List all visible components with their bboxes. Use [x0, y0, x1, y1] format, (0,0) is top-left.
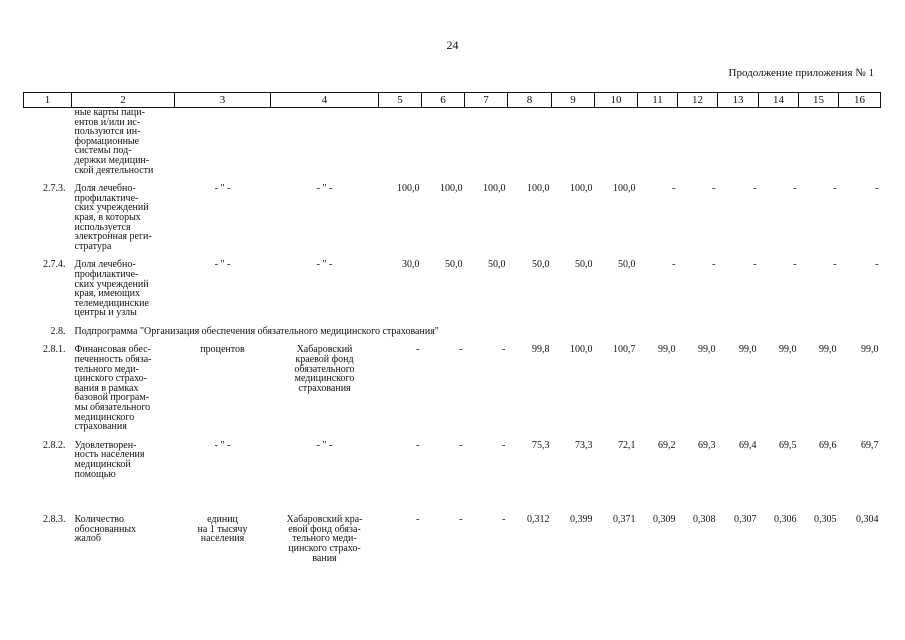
section-number: 2.8.	[50, 325, 66, 337]
cell-responsible	[271, 441, 379, 479]
cell-empty	[379, 108, 422, 176]
cell-line: страхования	[298, 382, 351, 394]
cell-line: страхования	[74, 421, 127, 433]
cell-value: 50,0	[618, 259, 636, 271]
cell-unit	[175, 184, 271, 251]
cell-value: -	[793, 183, 797, 195]
cell-empty	[175, 108, 271, 176]
cell-value: 99,8	[532, 344, 550, 356]
cell-value: -	[416, 439, 420, 451]
cell-name	[72, 184, 175, 251]
cell-line: жалоб	[74, 533, 102, 545]
section-title: Подпрограмма "Организация обеспечения обязательного медицинского страхования"	[74, 325, 439, 337]
header-cell: 6	[422, 93, 465, 108]
cell-empty	[678, 108, 718, 176]
cell-line: медицинской	[74, 459, 131, 470]
cell-value: 99,0	[819, 344, 837, 356]
cell-name	[72, 108, 175, 176]
cell-line: тельного меди-	[292, 533, 357, 545]
cell-num: 2.7.4.	[43, 259, 66, 271]
cell-name	[72, 515, 175, 563]
cell-value: 69,2	[658, 439, 676, 451]
cell-line: - " -	[316, 439, 333, 451]
cell-line: ентов и/или ис-	[74, 116, 141, 128]
cell-line: центры и узлы	[74, 307, 137, 319]
cell-value: 50,0	[445, 259, 463, 271]
cell-empty	[839, 108, 881, 176]
cell-value: -	[712, 183, 716, 195]
header-cell: 1	[24, 93, 72, 108]
cell-line: профилактиче-	[74, 268, 139, 280]
cell-unit	[175, 441, 271, 479]
header-cell: 4	[271, 93, 379, 108]
cell-value: -	[753, 259, 757, 271]
cell-value: 69,7	[861, 439, 879, 451]
cell-value: -	[712, 259, 716, 271]
cell-line: единиц	[207, 514, 238, 526]
cell-value: -	[502, 514, 506, 526]
carryover-row	[24, 108, 881, 176]
cell-value: 50,0	[532, 259, 550, 271]
spacer-cell	[24, 488, 881, 497]
cell-line: процентов	[200, 344, 245, 356]
header-cell: 14	[759, 93, 799, 108]
spacer-row	[24, 488, 881, 497]
cell-value: -	[459, 439, 463, 451]
cell-value: 99,0	[698, 344, 716, 356]
cell-value: 0,399	[570, 514, 593, 526]
header-cell: 13	[718, 93, 759, 108]
header-cell: 5	[379, 93, 422, 108]
spacer-row	[24, 563, 881, 572]
cell-value: -	[502, 439, 506, 451]
cell-line: обязательного	[294, 363, 355, 375]
indicators-table	[23, 92, 881, 572]
cell-value: -	[875, 183, 879, 195]
cell-line: - " -	[316, 259, 333, 271]
cell-value: -	[672, 259, 676, 271]
cell-empty	[799, 108, 839, 176]
cell-value: 0,305	[814, 514, 837, 526]
cell-line: телемедицинские	[74, 297, 149, 309]
header-cell: 3	[175, 93, 271, 108]
table-row	[24, 515, 881, 563]
cell-empty	[759, 108, 799, 176]
cell-empty	[422, 108, 465, 176]
cell-value: -	[833, 183, 837, 195]
cell-line: Доля лечебно-	[74, 183, 136, 195]
cell-line: края, в которых	[74, 211, 141, 223]
header-cell: 11	[638, 93, 678, 108]
cell-line: Финансовая обес-	[74, 344, 151, 356]
spacer-row	[24, 497, 881, 506]
cell-value: -	[416, 344, 420, 356]
cell-value: 100,0	[613, 183, 636, 195]
header-row	[24, 93, 881, 108]
cell-line: используется	[74, 221, 131, 233]
cell-line: ные карты паци-	[74, 107, 145, 118]
cell-name	[72, 441, 175, 479]
cell-value: -	[459, 514, 463, 526]
cell-value: 99,0	[658, 344, 676, 356]
cell-line: - " -	[214, 259, 231, 271]
cell-value: 75,3	[532, 439, 550, 451]
cell-line: держки медицин-	[74, 154, 150, 166]
spacer-cell	[24, 563, 881, 572]
cell-value: 69,4	[739, 439, 757, 451]
cell-value: 50,0	[488, 259, 506, 271]
cell-num: 2.8.3.	[43, 514, 66, 526]
cell-value: 99,0	[779, 344, 797, 356]
cell-value: -	[459, 344, 463, 356]
cell-line: ских учреждений	[74, 278, 149, 290]
cell-line: - " -	[214, 183, 231, 195]
cell-line: - " -	[316, 183, 333, 195]
cell-value: 0,308	[693, 514, 716, 526]
cell-line: на 1 тысячу	[197, 523, 248, 535]
spacer-row	[24, 479, 881, 488]
header-cell: 8	[508, 93, 552, 108]
table-row	[24, 184, 881, 251]
cell-line: цинского страхо-	[74, 373, 148, 385]
cell-value: 100,0	[397, 183, 420, 195]
cell-responsible	[271, 515, 379, 563]
cell-num: 2.8.1.	[43, 344, 66, 356]
cell-value: -	[875, 259, 879, 271]
cell-line: пользуются ин-	[74, 126, 141, 138]
table-row	[24, 260, 881, 318]
cell-line: формационные	[74, 135, 140, 147]
cell-value: 100,0	[483, 183, 506, 195]
cell-value: 100,0	[570, 183, 593, 195]
cell-unit	[175, 260, 271, 318]
cell-line: краевой фонд	[295, 354, 354, 366]
cell-value: 99,0	[739, 344, 757, 356]
cell-value: 69,6	[819, 439, 837, 451]
spacer-cell	[24, 497, 881, 506]
cell-value: 50,0	[575, 259, 593, 271]
cell-value: 100,0	[570, 344, 593, 356]
cell-value: 0,307	[734, 514, 757, 526]
cell-line: медицинского	[74, 411, 135, 423]
cell-line: - " -	[214, 439, 231, 451]
cell-value: 100,0	[527, 183, 550, 195]
cell-line: ской деятельности	[74, 164, 154, 176]
header-cell: 10	[595, 93, 638, 108]
cell-line: мы обязательного	[74, 402, 151, 414]
cell-line: стратура	[74, 240, 112, 252]
cell-value: 0,371	[613, 514, 636, 526]
cell-line: тельного меди-	[74, 363, 139, 375]
cell-line: обоснованных	[74, 523, 137, 535]
cell-value: -	[672, 183, 676, 195]
table-row	[24, 345, 881, 431]
cell-num: 2.8.2.	[43, 439, 66, 451]
cell-value: -	[793, 259, 797, 271]
cell-value: 100,7	[613, 344, 636, 356]
cell-responsible	[271, 184, 379, 251]
cell-value: -	[753, 183, 757, 195]
cell-value: 69,5	[779, 439, 797, 451]
cell-value: 72,1	[618, 439, 636, 451]
cell-line: Количество	[74, 514, 125, 526]
cell-num	[24, 108, 72, 176]
cell-line: евой фонд обяза-	[288, 523, 361, 535]
cell-value: -	[833, 259, 837, 271]
cell-line: населения	[200, 533, 245, 545]
cell-line: медицинского	[294, 373, 355, 385]
table-row	[24, 441, 881, 479]
cell-value: 0,312	[527, 514, 550, 526]
cell-unit	[175, 515, 271, 563]
cell-line: края, имеющих	[74, 288, 141, 300]
cell-line: Хабаровский	[296, 344, 353, 356]
cell-empty	[508, 108, 552, 176]
cell-responsible	[271, 345, 379, 431]
cell-empty	[552, 108, 595, 176]
cell-line: Хабаровский кра-	[286, 514, 363, 526]
cell-line: цинского страхо-	[288, 542, 361, 554]
cell-line: ских учреждений	[74, 202, 149, 214]
header-cell: 9	[552, 93, 595, 108]
header-cell: 2	[72, 93, 175, 108]
section-row	[24, 327, 881, 337]
cell-value: -	[416, 514, 420, 526]
cell-line: помощью	[74, 468, 116, 480]
cell-name	[72, 260, 175, 318]
cell-empty	[465, 108, 508, 176]
cell-line: печенность обяза-	[74, 354, 152, 366]
cell-value: -	[502, 344, 506, 356]
header-cell: 12	[678, 93, 718, 108]
cell-line: Доля лечебно-	[74, 259, 136, 271]
cell-line: вания в рамках	[74, 382, 139, 394]
cell-line: ность населения	[74, 449, 145, 461]
cell-name	[72, 345, 175, 431]
header-cell: 15	[799, 93, 839, 108]
cell-value: 0,304	[856, 514, 879, 526]
cell-empty	[718, 108, 759, 176]
cell-value: 69,3	[698, 439, 716, 451]
cell-responsible	[271, 260, 379, 318]
cell-line: базовой програм-	[74, 392, 149, 404]
cell-line: Удовлетворен-	[74, 439, 137, 451]
cell-line: электронная реги-	[74, 231, 152, 243]
cell-line: вания	[312, 552, 337, 564]
cell-unit	[175, 345, 271, 431]
cell-empty	[271, 108, 379, 176]
cell-value: 73,3	[575, 439, 593, 451]
header-cell: 7	[465, 93, 508, 108]
cell-line: системы под-	[74, 145, 132, 157]
cell-value: 99,0	[861, 344, 879, 356]
cell-value: 0,309	[653, 514, 676, 526]
cell-value: 0,306	[774, 514, 797, 526]
cell-value: 30,0	[402, 259, 420, 271]
cell-line: профилактиче-	[74, 192, 139, 204]
header-cell: 16	[839, 93, 881, 108]
spacer-cell	[24, 479, 881, 488]
page-number: 24	[446, 38, 459, 52]
cell-num: 2.7.3.	[43, 183, 66, 195]
cell-empty	[595, 108, 638, 176]
continuation-caption: Продолжение приложения № 1	[728, 67, 874, 79]
cell-value: 100,0	[440, 183, 463, 195]
cell-empty	[638, 108, 678, 176]
